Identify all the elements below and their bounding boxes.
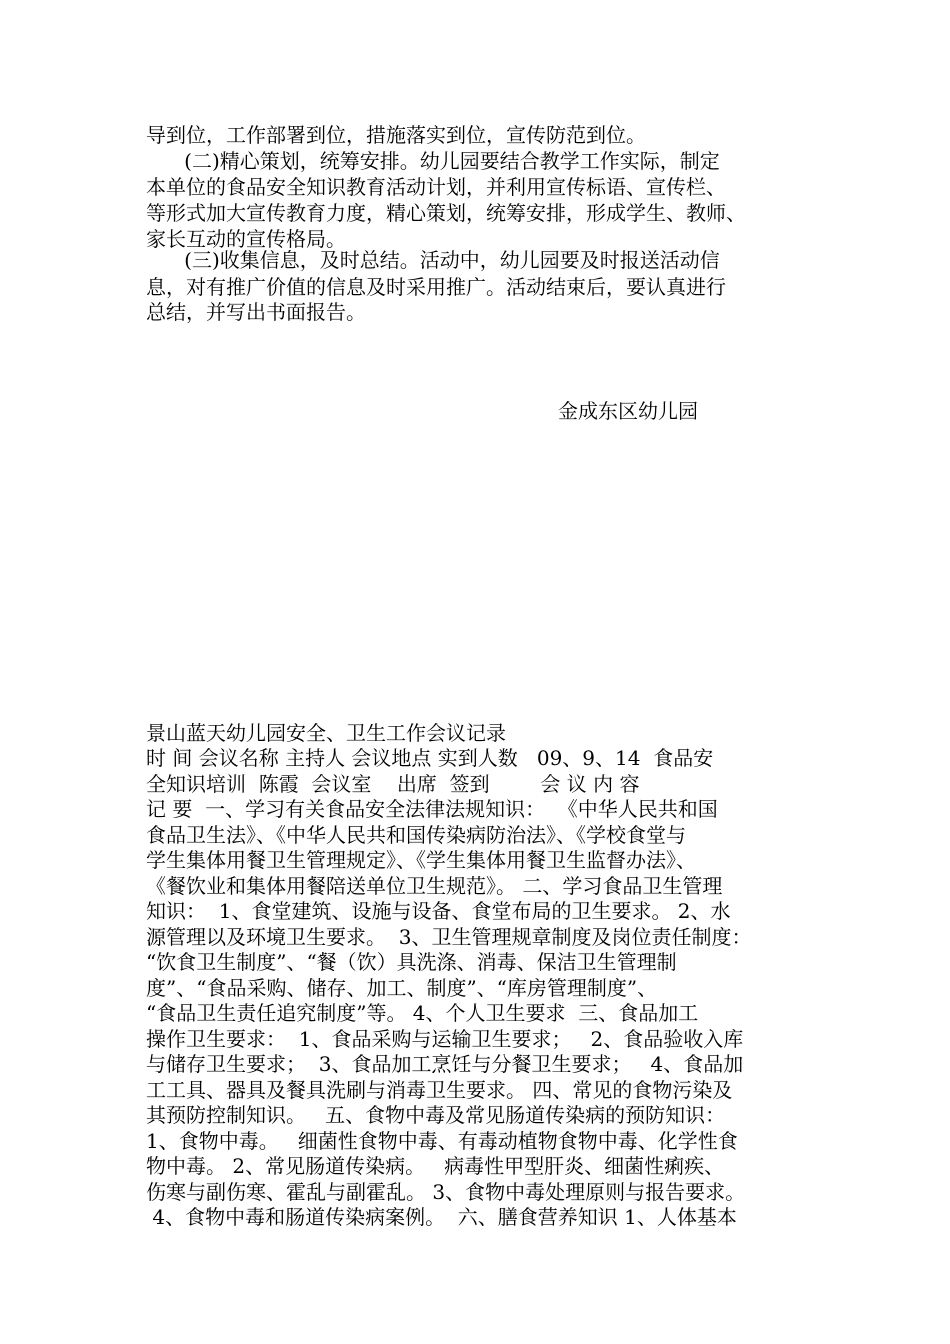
paragraph-line: (二)精心策划，统筹安排。幼儿园要结合教学工作实际，制定 (146, 149, 720, 173)
paragraph-line: 等形式加大宣传教育力度，精心策划，统筹安排，形成学生、教师、 (146, 201, 746, 225)
record-line: 操作卫生要求： 1、食品采购与运输卫生要求； 2、食品验收入库 (146, 1027, 744, 1051)
signature-kindergarten: 金成东区幼儿园 (558, 399, 698, 423)
record-line: 全知识培训 陈霞 会议室 出席 签到 会 议 内 容 (146, 772, 640, 796)
paragraph-line: (三)收集信息，及时总结。活动中，幼儿园要及时报送活动信 (146, 248, 720, 272)
record-line: 源管理以及环境卫生要求。 3、卫生管理规章制度及岗位责任制度： (146, 925, 752, 949)
paragraph-line: 家长互动的宣传格局。 (146, 227, 346, 251)
record-line: 学生集体用餐卫生管理规定》、《学生集体用餐卫生监督办法》、 (146, 848, 696, 872)
record-line: 其预防控制知识。 五、食物中毒及常见肠道传染病的预防知识： (146, 1103, 726, 1127)
record-line: “饮食卫生制度”、“餐（饮）具洗涤、消毒、保洁卫生管理制 (146, 950, 677, 974)
record-line: “食品卫生责任追究制度”等。 4、个人卫生要求 三、食品加工 (146, 1001, 699, 1025)
record-line: 度”、“食品采购、储存、加工、制度”、“库房管理制度”、 (146, 976, 658, 1000)
record-line: 记 要 一、学习有关食品安全法律法规知识： 《中华人民共和国 (146, 797, 718, 821)
record-line: 知识： 1、食堂建筑、设施与设备、食堂布局的卫生要求。 2、水 (146, 899, 731, 923)
paragraph-line: 本单位的食品安全知识教育活动计划，并利用宣传标语、宣传栏、 (146, 175, 726, 199)
record-line: 伤寒与副伤寒、霍乱与副霍乱。 3、食物中毒处理原则与报告要求。 (146, 1180, 746, 1204)
record-line: 《餐饮业和集体用餐陪送单位卫生规范》。 二、学习食品卫生管理 (146, 874, 723, 898)
record-line: 物中毒。 2、常见肠道传染病。 病毒性甲型肝炎、细菌性痢疾、 (146, 1154, 725, 1178)
paragraph-line: 总结，并写出书面报告。 (146, 300, 366, 324)
record-line: 4、食物中毒和肠道传染病案例。 六、膳食营养知识 1、人体基本 (146, 1205, 737, 1229)
paragraph-line: 导到位，工作部署到位，措施落实到位，宣传防范到位。 (146, 123, 646, 147)
record-title: 景山蓝天幼儿园安全、卫生工作会议记录 (146, 721, 506, 745)
record-line: 时 间 会议名称 主持人 会议地点 实到人数 09、9、14 食品安 (146, 746, 714, 770)
record-line: 工工具、器具及餐具洗刷与消毒卫生要求。 四、常见的食物污染及 (146, 1078, 733, 1102)
record-line: 食品卫生法》、《中华人民共和国传染病防治法》、《学校食堂与 (146, 823, 686, 847)
record-line: 与储存卫生要求； 3、食品加工烹饪与分餐卫生要求； 4、食品加 (146, 1052, 744, 1076)
paragraph-line: 息，对有推广价值的信息及时采用推广。活动结束后，要认真进行 (146, 275, 726, 299)
record-line: 1、食物中毒。 细菌性食物中毒、有毒动植物食物中毒、化学性食 (146, 1129, 738, 1153)
